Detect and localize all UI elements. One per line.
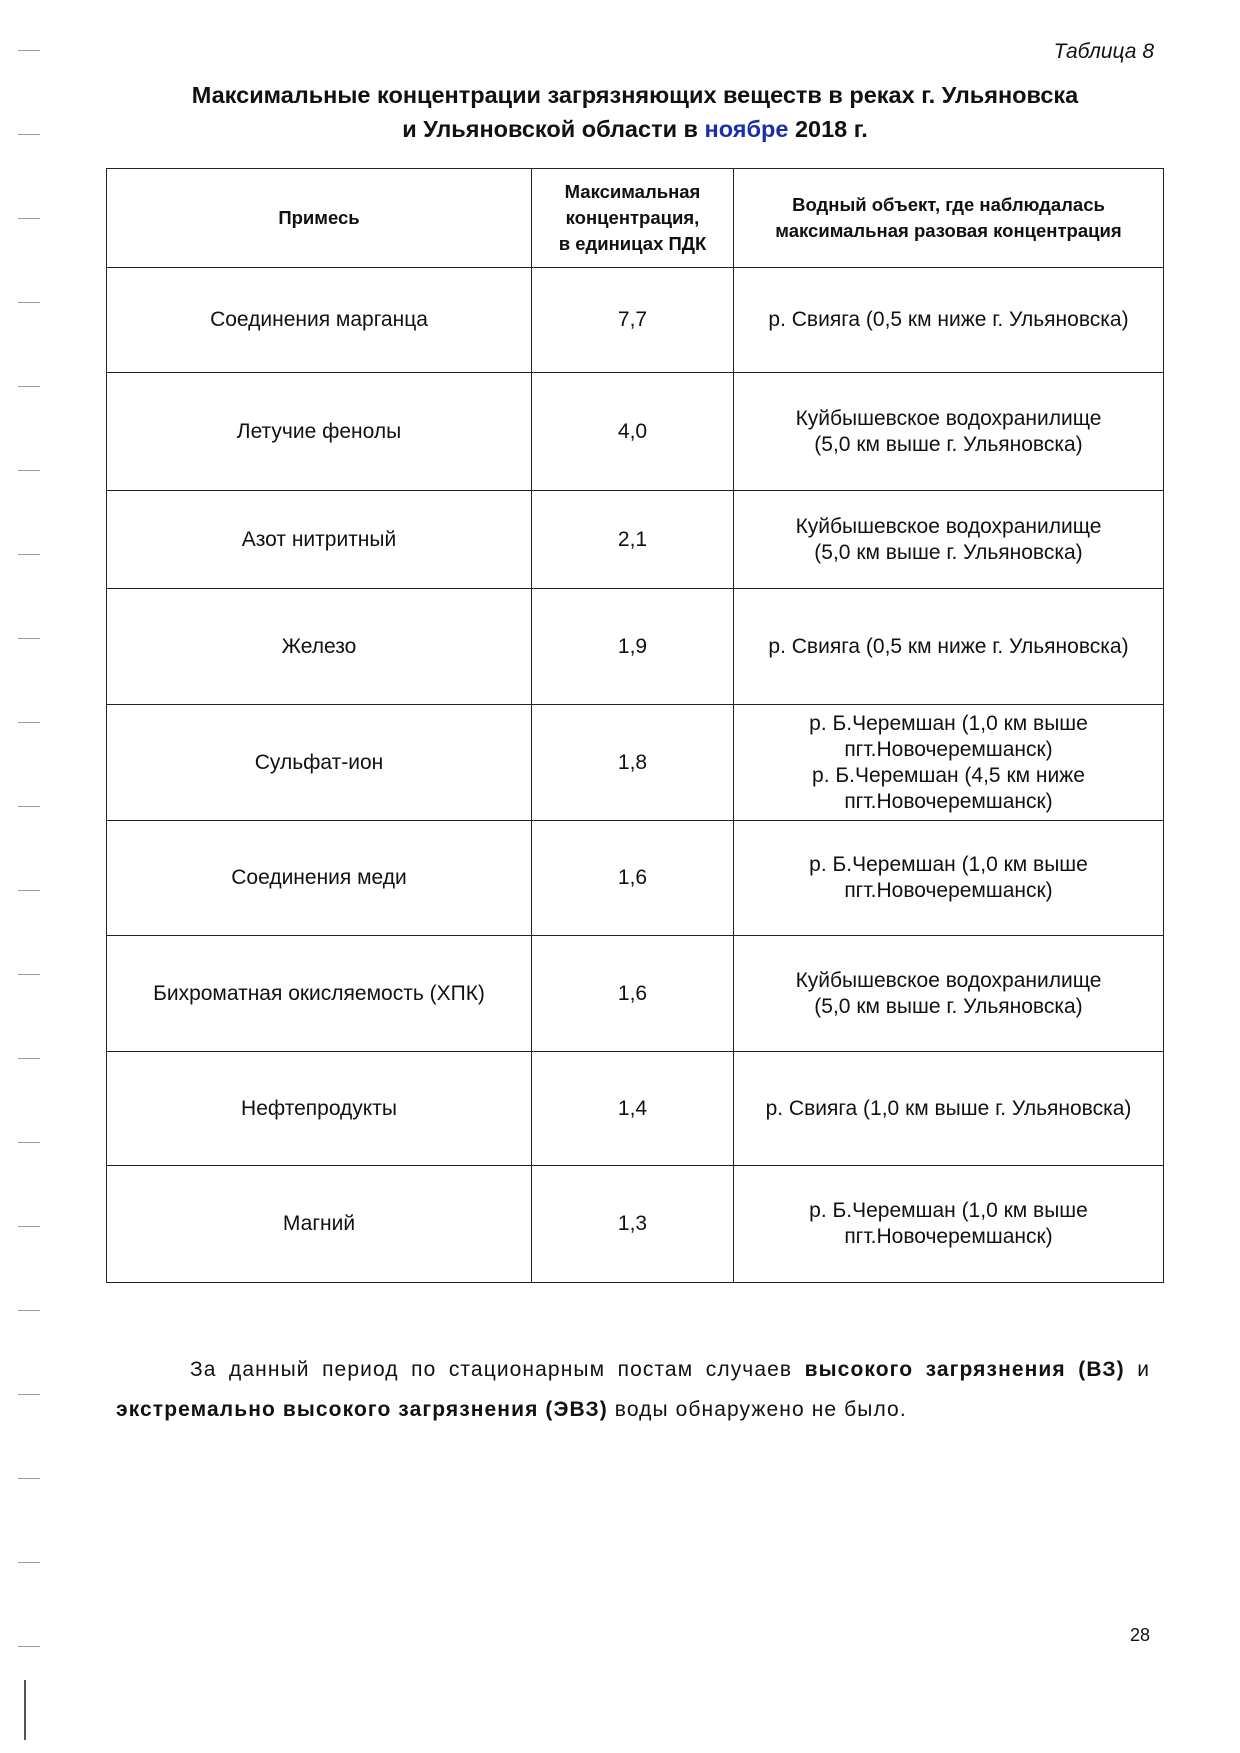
binder-mark (18, 386, 40, 387)
binder-mark (18, 50, 40, 51)
cell-value: 1,9 (532, 589, 734, 705)
binder-mark (18, 134, 40, 135)
location-line: Куйбышевское водохранилище (795, 406, 1102, 430)
location-line: р. Свияга (0,5 км ниже г. Ульяновска) (768, 308, 1129, 331)
location-line: р. Б.Черемшан (1,0 км выше (809, 1199, 1088, 1222)
cell-location (734, 268, 1164, 373)
cell-value: 1,4 (532, 1052, 734, 1166)
location-line: пгт.Новочеремшанск) (844, 879, 1053, 902)
location-line: (5,0 км выше г. Ульяновска) (814, 432, 1083, 456)
binder-mark (18, 1226, 40, 1227)
binder-mark (18, 1562, 40, 1563)
title-line-1: Максимальные концентрации загрязняющих веществ в реках г. Ульяновска (191, 82, 1079, 108)
table-row (107, 1052, 1164, 1166)
table-row (107, 589, 1164, 705)
binder-mark (18, 1142, 40, 1143)
table-title (140, 78, 1130, 146)
location-line: р. Б.Черемшан (1,0 км выше (809, 853, 1088, 876)
header-max-concentration (532, 169, 734, 268)
cell-location (734, 705, 1164, 821)
pollutants-table (106, 168, 1164, 1283)
cell-location (734, 491, 1164, 589)
location-line: пгт.Новочеремшанск) (844, 1225, 1053, 1248)
table-row (107, 1166, 1164, 1283)
cell-substance: Бихроматная окисляемость (ХПК) (107, 936, 532, 1052)
cell-substance: Магний (107, 1166, 532, 1283)
header-line: концентрация, (565, 207, 700, 228)
paragraph-text: воды обнаружено не было. (607, 1398, 907, 1421)
cell-substance: Сульфат-ион (107, 705, 532, 821)
table-row (107, 373, 1164, 491)
location-line: р. Свияга (0,5 км ниже г. Ульяновска) (768, 634, 1129, 658)
cell-substance: Азот нитритный (107, 491, 532, 589)
cell-location (734, 936, 1164, 1052)
binder-mark (18, 1478, 40, 1479)
conclusion-paragraph (116, 1350, 1150, 1430)
title-line-2-end: 2018 г. (788, 116, 868, 142)
location-line: р. Свияга (1,0 км выше г. Ульяновска) (765, 1096, 1132, 1120)
cell-substance: Соединения меди (107, 821, 532, 936)
paragraph-bold-text: экстремально высокого загрязнения (ЭВЗ) (116, 1398, 608, 1421)
binder-mark (18, 1058, 40, 1059)
table-row (107, 821, 1164, 936)
cell-location (734, 373, 1164, 491)
header-line: максимальная разовая концентрация (775, 220, 1122, 241)
header-line: Максимальная (564, 181, 701, 202)
binder-mark (18, 806, 40, 807)
cell-substance: Нефтепродукты (107, 1052, 532, 1166)
location-line: (5,0 км выше г. Ульяновска) (814, 994, 1083, 1018)
table-row (107, 268, 1164, 373)
binder-edge-line (24, 1680, 26, 1740)
binder-mark (18, 722, 40, 723)
cell-location (734, 589, 1164, 705)
cell-substance: Соединения марганца (107, 268, 532, 373)
table-number-label: Таблица 8 (1053, 40, 1154, 63)
binder-mark (18, 974, 40, 975)
binder-mark (18, 1310, 40, 1311)
location-line: (5,0 км выше г. Ульяновска) (814, 540, 1083, 564)
location-line: пгт.Новочеремшанск) (844, 789, 1053, 813)
title-line-2 (140, 112, 1130, 146)
binder-mark (18, 890, 40, 891)
cell-location (734, 1052, 1164, 1166)
header-water-body (734, 169, 1164, 268)
location-line: р. Б.Черемшан (4,5 км ниже (812, 763, 1085, 787)
header-line: Примесь (278, 207, 360, 228)
cell-location (734, 821, 1164, 936)
header-line: в единицах ПДК (558, 233, 707, 254)
table-row (107, 491, 1164, 589)
cell-substance: Летучие фенолы (107, 373, 532, 491)
binder-mark (18, 638, 40, 639)
cell-value: 2,1 (532, 491, 734, 589)
table-row (107, 705, 1164, 821)
location-line: Куйбышевское водохранилище (795, 968, 1102, 992)
binder-mark (18, 1646, 40, 1647)
binder-mark (18, 302, 40, 303)
binder-marks (18, 0, 48, 1753)
title-line-2-start: и Ульяновской области в (402, 116, 705, 142)
header-line: Водный объект, где наблюдалась (792, 194, 1105, 215)
cell-value: 1,8 (532, 705, 734, 821)
paragraph-bold-text: высокого загрязнения (ВЗ) (804, 1358, 1125, 1381)
cell-value: 7,7 (532, 268, 734, 373)
location-line: Куйбышевское водохранилище (795, 514, 1102, 538)
cell-location (734, 1166, 1164, 1283)
cell-substance: Железо (107, 589, 532, 705)
binder-mark (18, 1394, 40, 1395)
cell-value: 1,3 (532, 1166, 734, 1283)
page-number: 28 (1129, 1625, 1150, 1645)
location-line: р. Б.Черемшан (1,0 км выше (809, 711, 1088, 735)
paragraph-text: За данный период по стационарным постам случаев (190, 1358, 805, 1381)
binder-mark (18, 218, 40, 219)
title-month: ноябре (704, 116, 789, 142)
header-substance (107, 169, 532, 268)
binder-mark (18, 470, 40, 471)
table-body (107, 268, 1164, 1283)
paragraph-text: и (1124, 1358, 1151, 1381)
cell-value: 4,0 (532, 373, 734, 491)
binder-mark (18, 554, 40, 555)
table-row (107, 936, 1164, 1052)
cell-value: 1,6 (532, 821, 734, 936)
cell-value: 1,6 (532, 936, 734, 1052)
location-line: пгт.Новочеремшанск) (844, 737, 1053, 761)
table-header-row (107, 169, 1164, 268)
